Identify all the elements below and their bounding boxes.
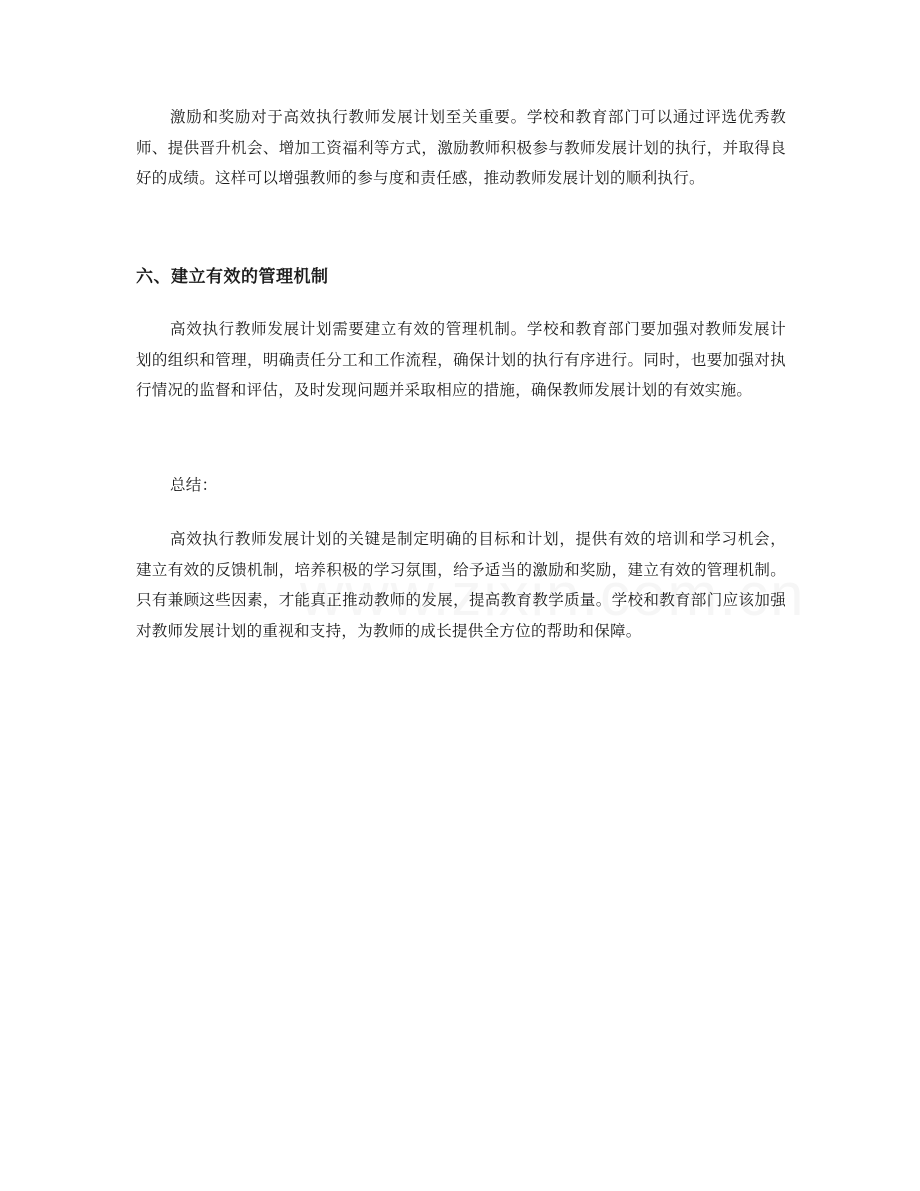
paragraph-incentives: 激励和奖励对于高效执行教师发展计划至关重要。学校和教育部门可以通过评选优秀教师、提供晋升机会、增加工资福利等方式，激励教师积极参与教师发展计划的执行，并取得良好的成绩。这样可以增强教师的参与度和责任感，推动教师发展计划的顺利执行。 <box>136 108 786 187</box>
paragraph-management: 高效执行教师发展计划需要建立有效的管理机制。学校和教育部门要加强对教师发展计划的组织和管理，明确责任分工和工作流程，确保计划的执行有序进行。同时，也要加强对执行情况的监督和评估，及时发现问题并采取相应的措施，确保教师发展计划的有效实施。 <box>136 320 786 399</box>
paragraph-summary: 高效执行教师发展计划的关键是制定明确的目标和计划，提供有效的培训和学习机会，建立有效的反馈机制，培养积极的学习氛围，给予适当的激励和奖励，建立有效的管理机制。只有兼顾这些因素，才能真正推动教师的发展，提高教育教学质量。学校和教育部门应该加强对教师发展计划的重视和支持，为教师的成长提供全方位的帮助和保障。 <box>136 530 786 640</box>
section-heading-management: 六、建立有效的管理机制 <box>136 267 329 287</box>
summary-label: 总结： <box>170 476 218 494</box>
